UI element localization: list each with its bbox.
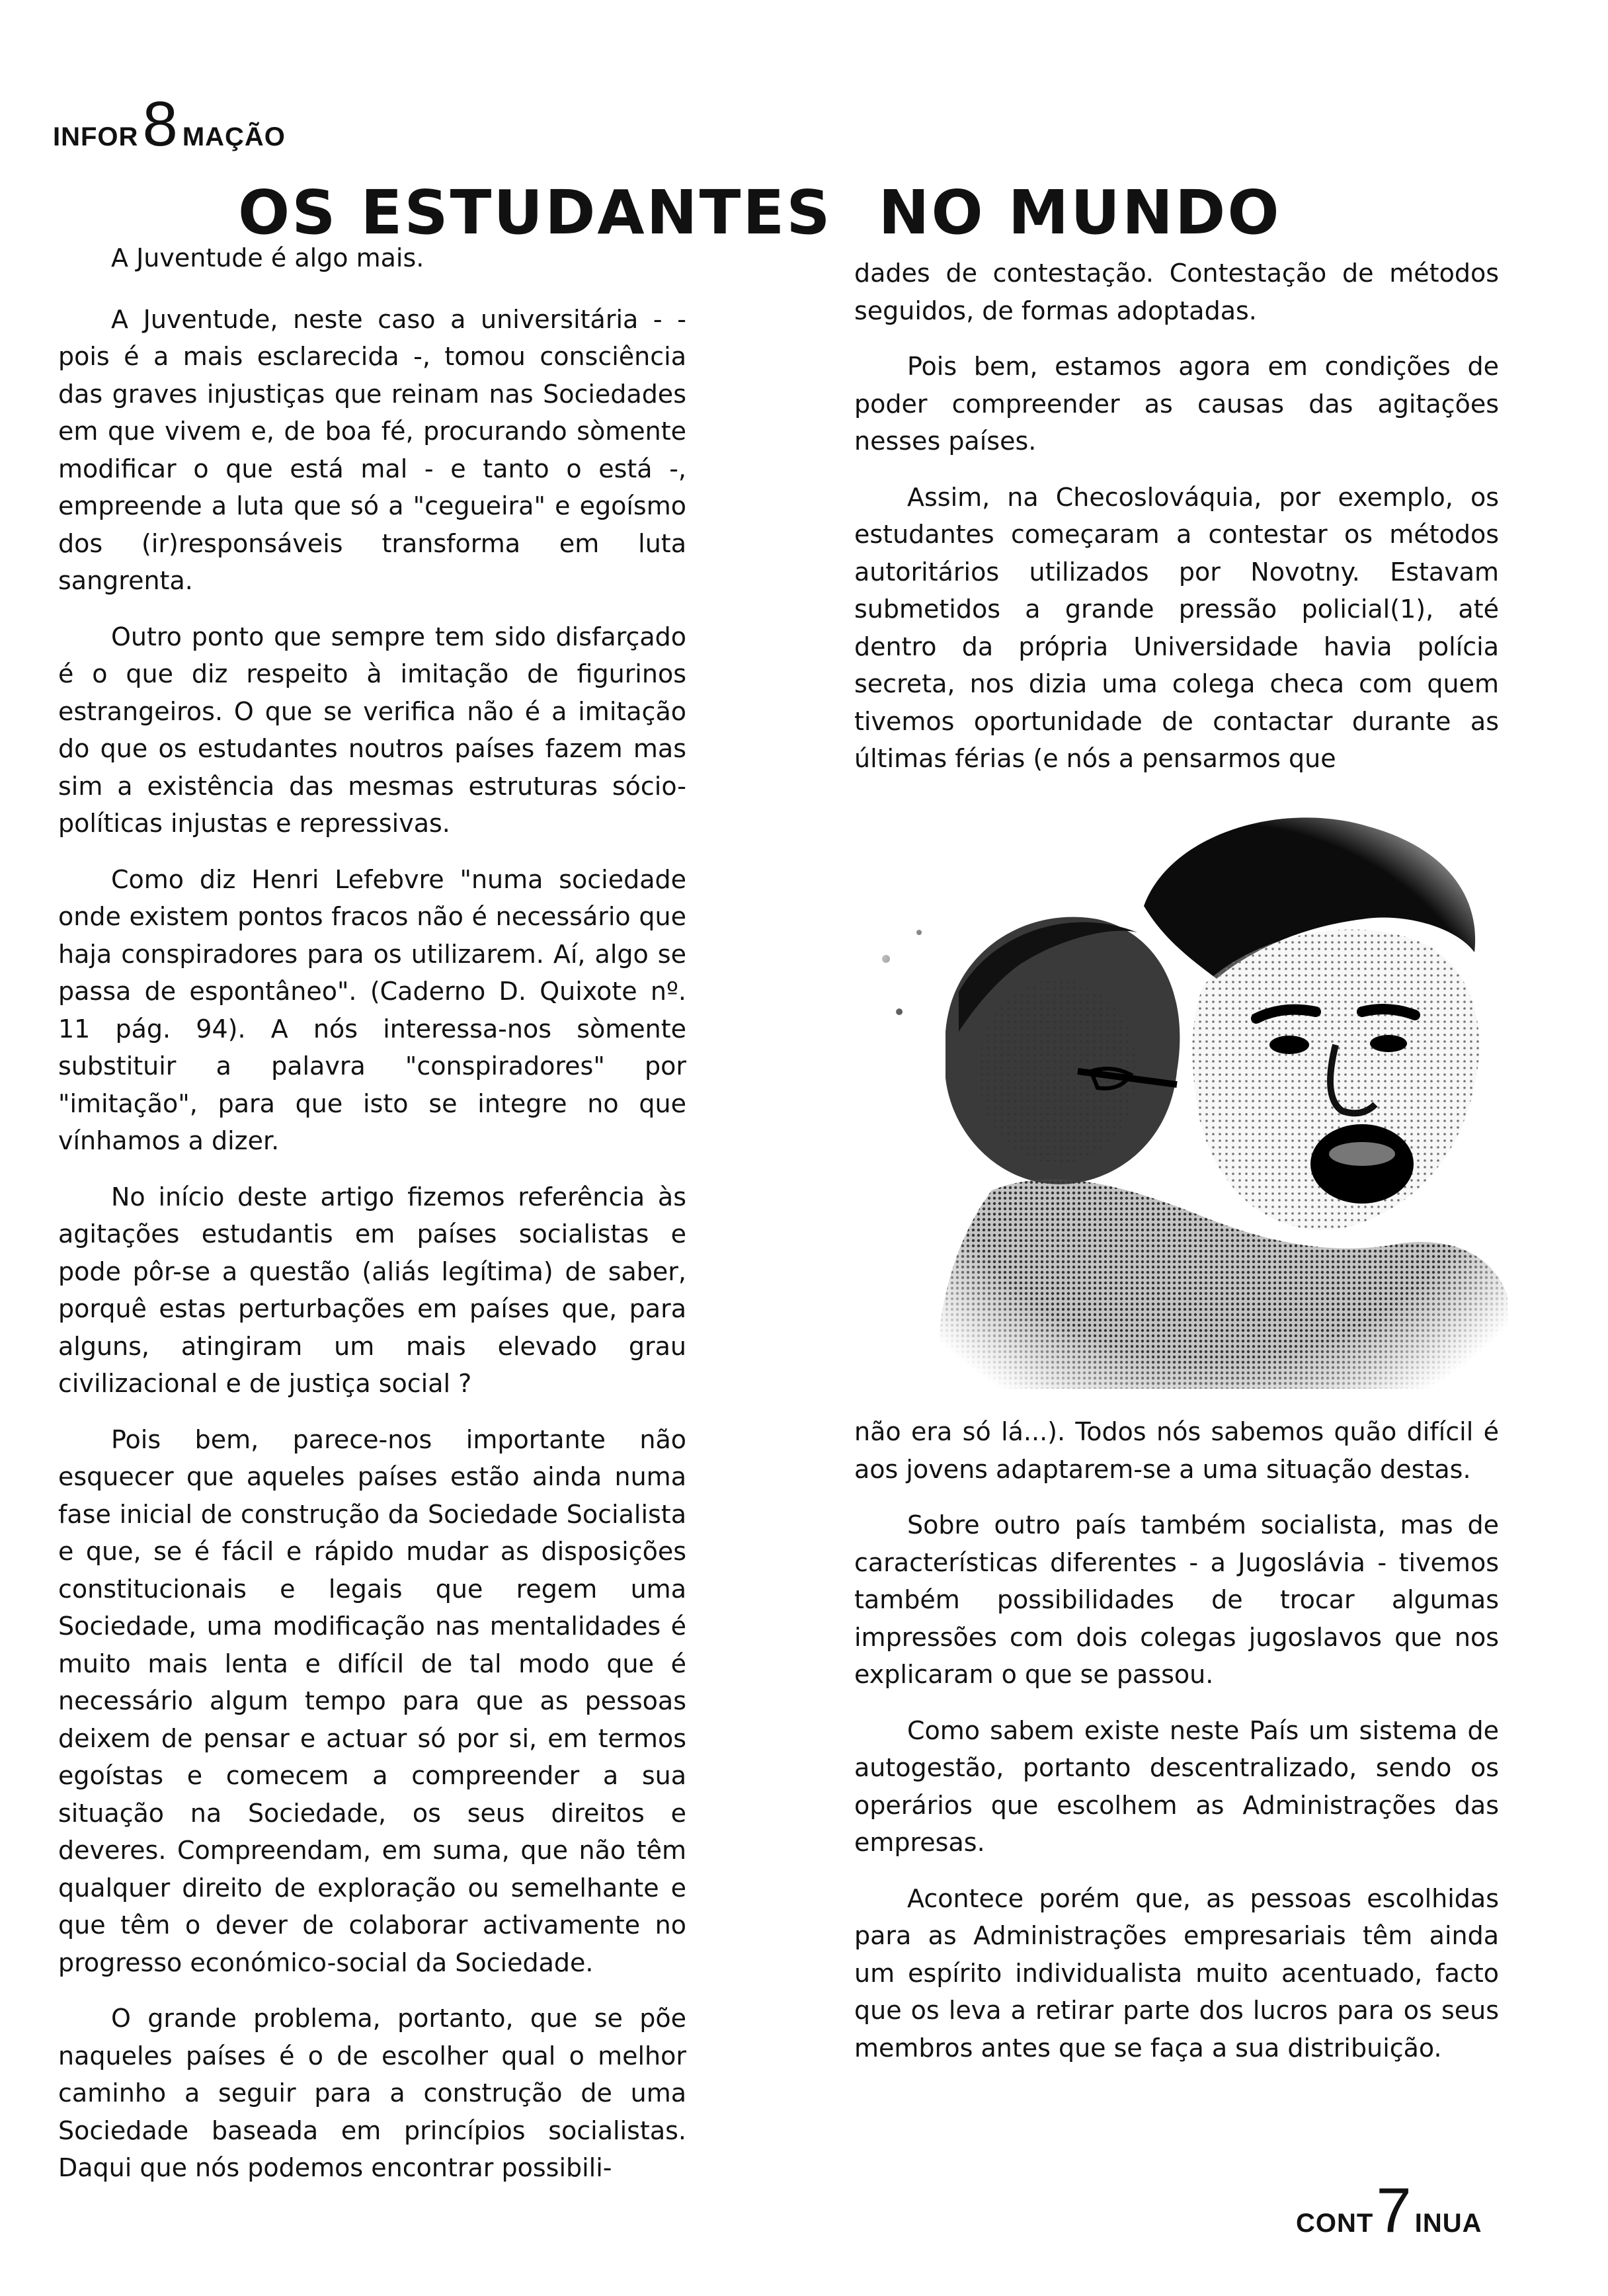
paragraph: A Juventude, neste caso a universitária - - pois é a mais esclarecida -, tomou consciência das graves injustiças que reinam nas Sociedades em que vivem e, de boa fé, procurando sòmente modificar o que está mal - e tanto o está -, empreende a luta que só a "cegueira" e egoísmo dos (ir)responsáveis transforma em luta sangrenta.: [58, 304, 686, 595]
right-column-top: [854, 255, 1499, 796]
page-number: 8: [142, 89, 179, 159]
article-title: [238, 177, 1281, 248]
paragraph: dades de contestação. Contestação de métodos seguidos, de formas adoptadas.: [854, 259, 1499, 325]
page-header: [53, 89, 286, 159]
paragraph: Como diz Henri Lefebvre "numa sociedade onde existem pontos fracos não é necessário que haja conspiradores para os utilizarem. Aí, algo se passa de espontâneo". (Caderno D. Quixote nº. 11 pág. 94). A nós interessa-nos sòmente substituir a palavra "conspiradores" por "imitação", para que isto se integre no que vínhamos a dizer.: [58, 864, 686, 1155]
header-right-text: MAÇÃO: [182, 122, 286, 151]
paragraph: O grande problema, portanto, que se põe naqueles países é o de escolher qual o melhor caminho a seguir para a construção de uma Sociedade baseada em princípios socialistas. Daqui que nós podemos encontrar possibili-: [58, 2004, 686, 2182]
paragraph: Pois bem, estamos agora em condições de poder compreender as causas das agitações nesses países.: [854, 352, 1499, 456]
paragraph: No início deste artigo fizemos referência às agitações estudantis em países socialistas e pode pôr-se a questão (aliás legítima) de saber, porquê estas perturbações em países que, para alguns, atingiram um mais elevado grau civilizacional e de justiça social ?: [58, 1182, 686, 1398]
paragraph: A Juventude é algo mais.: [111, 243, 424, 272]
paragraph: Pois bem, parece-nos importante não esquecer que aqueles países estão ainda numa fase inicial de construção da Sociedade Socialista e que, se é fácil e rápido mudar as disposições constitucionais e legais que regem uma Sociedade, uma modificação nas mentalidades é muito mais lenta e difícil de tal modo que é necessário algum tempo para que as pessoas deixem de pensar e actuar só por si, em termos egoístas e comecem a compreender a sua situação na Sociedade, os seus direitos e deveres. Compreendam, em suma, que não têm qualquer direito de exploração ou semelhante e que têm o dever de colaborar activamente no progresso económico-social da Sociedade.: [58, 1424, 686, 1977]
continue-page-number: 7: [1376, 2175, 1412, 2246]
article-title-part1: OS ESTUDANTES: [238, 177, 832, 248]
paragraph: Assim, na Checoslováquia, por exemplo, os estudantes começaram a contestar os métodos autoritários utilizados por Novotny. Estavam submetidos a grande pressão policial(1), até dentro da própria Universidade havia polícia secreta, nos dizia uma colega checa com quem tivemos oportunidade de contactar durante as últimas férias (e nós a pensarmos que: [854, 482, 1499, 773]
paragraph: não era só lá...). Todos nós sabemos quão difícil é aos jovens adaptarem-se a uma situação destas.: [854, 1417, 1499, 1484]
paragraph: Sobre outro país também socialista, mas de características diferentes - a Jugoslávia - tivemos também possibilidades de trocar algumas impressões com dois colegas jugoslavos que nos explicaram o que se passou.: [854, 1510, 1499, 1689]
continue-marker: [1296, 2175, 1482, 2246]
paragraph: Acontece porém que, as pessoas escolhidas para as Administrações empresariais têm ainda um espírito individualista muito acentuado, facto que os leva a retirar parte dos lucros para os seus membros antes que se faça a sua distribuição.: [854, 1883, 1499, 2063]
paragraph: Outro ponto que sempre tem sido disfarçado é o que diz respeito à imitação de figurinos estrangeiros. O que se verifica não é a imitação do que os estudantes noutros países fazem mas sim a existência das mesmas estruturas sócio-políticas injustas e repressivas.: [58, 622, 686, 838]
paragraph: Como sabem existe neste País um sistema de autogestão, portanto descentralizado, sendo os operários que escolhem as Administrações das empresas.: [854, 1715, 1499, 1857]
footer-left-text: CONT: [1296, 2209, 1374, 2238]
students-photo: [860, 794, 1508, 1389]
article-title-part2: NO MUNDO: [878, 177, 1281, 248]
right-column-bottom: [854, 1413, 1499, 2085]
header-left-text: INFOR: [53, 122, 139, 151]
left-column: [58, 239, 686, 2205]
footer-right-text: INUA: [1414, 2209, 1482, 2238]
